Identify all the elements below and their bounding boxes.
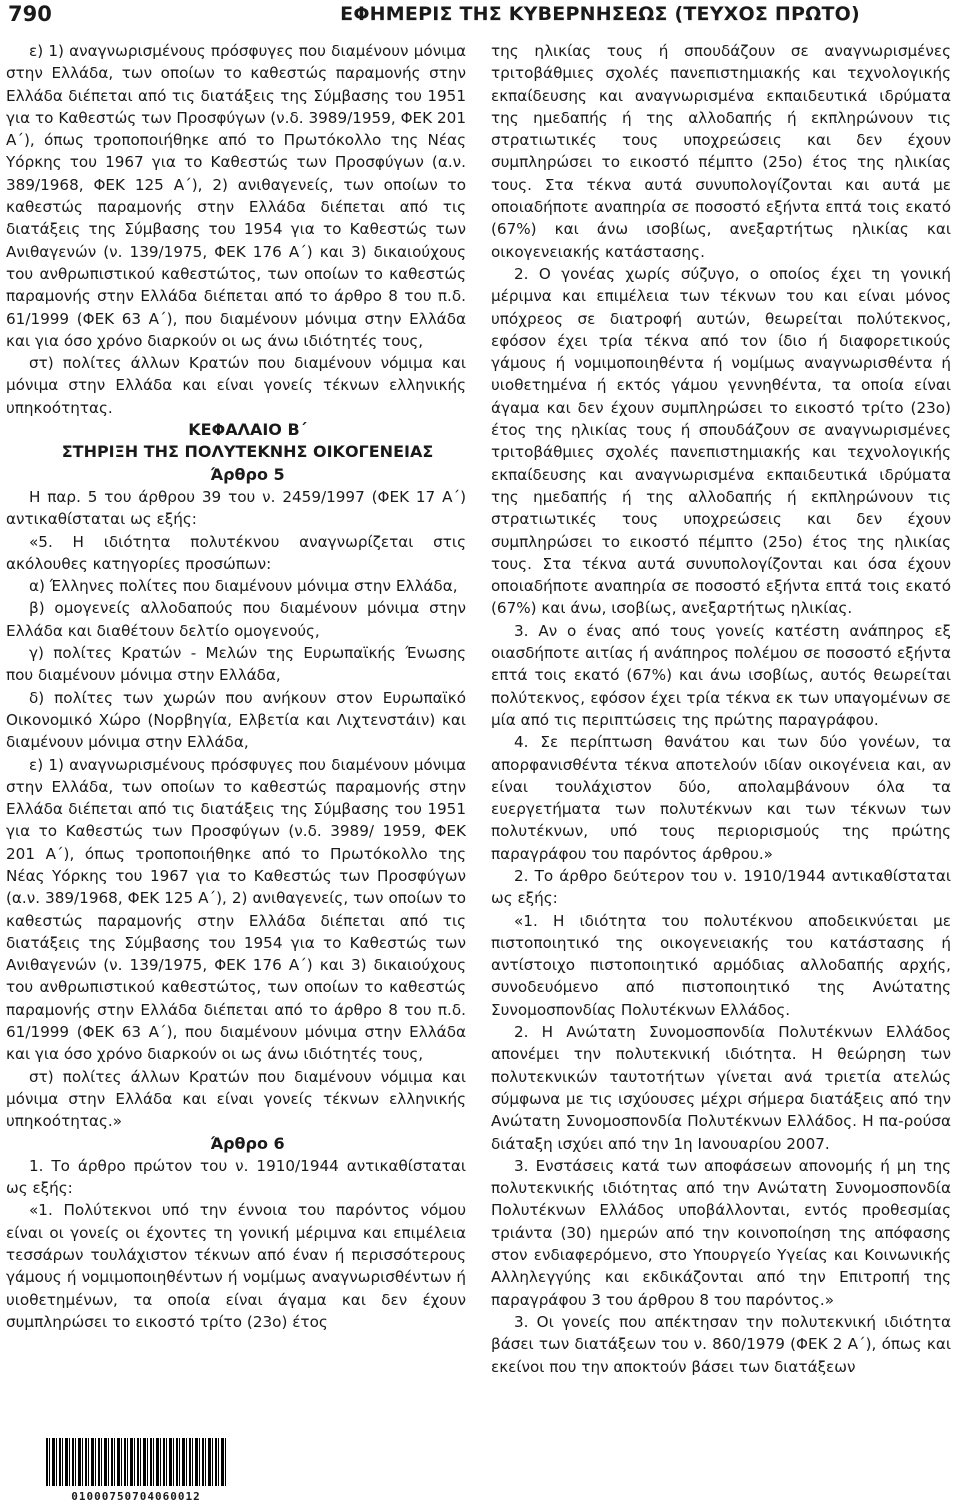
article-5-title: Άρθρο 5 xyxy=(210,464,285,484)
chapter-title: ΚΕΦΑΛΑΙΟ Β΄ xyxy=(188,420,307,440)
paragraph: «5. Η ιδιότητα πολυτέκνου αναγνωρίζεται στις ακόλουθες κατηγορίες προσώπων: xyxy=(6,532,466,573)
paragraph: 4. Σε περίπτωση θανάτου και των δύο γονέων, τα απορφανισθέντα τέκνα αποτελούν ιδίαν οικογένεια και, αν είναι τουλάχιστον δύο, απολαμβάνουν όλα τα ευεργετήματα των πολυτέκνων και των τέκνων των πολυτέκνων, υπό τους περιορισμούς της πρώτης παραγράφου του παρόντος άρθρου.» xyxy=(491,733,951,863)
running-title: ΕΦΗΜΕΡΙΣ ΤΗΣ ΚΥΒΕΡΝΗΣΕΩΣ (ΤΕΥΧΟΣ ΠΡΩΤΟ) xyxy=(340,3,860,25)
right-column xyxy=(491,40,951,1378)
barcode-bars xyxy=(46,1438,226,1486)
paragraph: Η παρ. 5 του άρθρου 39 του ν. 2459/1997 (ΦΕΚ 17 Α΄) αντικαθίσταται ως εξής: xyxy=(6,487,466,529)
page-number: 790 xyxy=(8,2,52,26)
paragraph: 3. Ενστάσεις κατά των αποφάσεων απονομής ή μη της πολυτεκνικής ιδιότητας από την Ανώτατη Συνομοσπονδία Πολυτέκνων Ελλάδος υποβάλλονται, εντός προθεσμίας τριάντα (30) ημερών από την κοινοποίηση της απόφασης στον ενδιαφερόμενο, στο Υπουργείο Υγείας και Κοινωνικής Αλληλεγγύης και εκδικάζονται από την Επιτροπή της παραγράφου 3 του άρθρου 8 του παρόντος.» xyxy=(491,1156,951,1309)
chapter-subtitle: ΣΤΗΡΙΞΗ ΤΗΣ ΠΟΛΥΤΕΚΝΗΣ ΟΙΚΟΓΕΝΕΙΑΣ xyxy=(61,442,434,462)
article-6-title: Άρθρο 6 xyxy=(210,1133,285,1153)
paragraph: 3. Αν ο ένας από τους γονείς κατέστη ανάπηρος εξ οιασδήποτε αιτίας ή ανάπηρος πολέμου σε ποσοστό εξήντα επτά τοις εκατό (67%) και άνω ισοβίως, αυτός θεωρείται πολύτεκνος, εφόσον έχει τρία τέκνα εκ των υπαγομένων σε μία από τις περιπτώσεις της πρώτης παραγράφου. xyxy=(491,621,951,729)
paragraph: γ) πολίτες Κρατών - Μελών της Ευρωπαϊκής Ένωσης που διαμένουν μόνιμα στην Ελλάδα, xyxy=(6,644,466,685)
barcode-number: 01000750704060012 xyxy=(71,1490,201,1503)
paragraph: β) ομογενείς αλλοδαπούς που διαμένουν μόνιμα στην Ελλάδα και διαθέτουν δελτίο ομογενούς, xyxy=(6,599,466,640)
paragraph: 2. Η Ανώτατη Συνομοσπονδία Πολυτέκνων Ελλάδος απονέμει την πολυτεκνική ιδιότητα. Η θεώρηση των πολυτεκνικών ταυτοτήτων γίνεται ανά τριετία ατελώς σύμφωνα με τις ισχύουσες μέχρι σήμερα διατάξεις από την Ανώτατη Συνομοσπονδία Πολυτέκνων Ελλάδος. Η πα-ρούσα διάταξη ισχύει από την 1η Ιανουαρίου 2007. xyxy=(491,1023,951,1153)
paragraph: 3. Οι γονείς που απέκτησαν την πολυτεκνική ιδιότητα βάσει των διατάξεων του ν. 860/1979 (ΦΕΚ 2 Α΄), όπως και εκείνοι που την αποκτούν βάσει των διατάξεων xyxy=(491,1312,951,1376)
paragraph: στ) πολίτες άλλων Κρατών που διαμένουν νόμιμα και μόνιμα στην Ελλάδα και είναι γονείς τέκνων ελληνικής υπηκοότητας. xyxy=(6,354,466,417)
paragraph: στ) πολίτες άλλων Κρατών που διαμένουν νόμιμα και μόνιμα στην Ελλάδα και είναι γονείς τέκνων ελληνικής υπηκοότητας.» xyxy=(6,1067,466,1131)
paragraph: ε) 1) αναγνωρισμένους πρόσφυγες που διαμένουν μόνιμα στην Ελλάδα, των οποίων το καθεστώς παραμονής στην Ελλάδα διέπεται από τις διατάξεις της Σύμβασης του 1951 για το Καθεστώς των Προσφύγων (ν.δ. 3989/ 1959, ΦΕΚ 201 Α΄), όπως τροποποιήθηκε από το Πρωτόκολλο της Νέας Υόρκης του 1967 για το Καθεστώς των Προσφύγων (α.ν. 389/1968, ΦΕΚ 125 Α΄), 2) ανιθαγενείς, των οποίων το καθεστώς παραμονής στην Ελλάδα διέπεται από τις διατάξεις της Σύμβασης του 1954 για το Καθεστώς των Ανιθαγενών (ν. 139/1975, ΦΕΚ 176 Α΄) και 3) δικαιούχους του ανθρωπιστικού καθεστώτος, των οποίων το καθεστώς παραμονής στην Ελλάδα διέπεται από το άρθρο 8 του π.δ. 61/1999 (ΦΕΚ 63 Α΄), που διαμένουν μόνιμα στην Ελλάδα και για όσο χρόνο διαρκούν οι ως άνω ιδιότητές τους, xyxy=(6,755,466,1064)
paragraph: «1. Η ιδιότητα του πολυτέκνου αποδεικνύεται με πιστοποιητικό της οικογενειακής του κατάστασης ή αντίστοιχο πιστοποιητικό αρμόδιας αλλοδαπής αρχής, συνοδευόμενο από πιστοποιητικό της Ανώτατης Συνομοσπονδίας Πολυτέκνων Ελλάδος. xyxy=(491,911,951,1019)
paragraph: 2. Ο γονέας χωρίς σύζυγο, ο οποίος έχει τη γονική μέριμνα και επιμέλεια των τέκνων του και είναι μόνος υπόχρεος σε διατροφή αυτών, θεωρείται πολύτεκνος, εφόσον έχει τρία τέκνα από τον ίδιο ή διαφορετικούς γάμους ή νομιμοποιηθέντα ή νομίμως αναγνωρισθέντα ή υιοθετημένα ή εκτός γάμου γεννηθέντα, τα οποία είναι άγαμα και δεν έχουν συμπληρώσει το εικοστό τρίτο (23ο) έτος της ηλικίας τους ή σπουδάζουν σε αναγνωρισμένες τριτοβάθμιες σχολές πανεπιστημιακής και τεχνολογικής εκπαίδευσης και αναγνωρισμένα εκπαιδευτικά ιδρύματα της ημεδαπής ή της αλλοδαπής ή εκπληρώνουν τις στρατιωτικές τους υποχρεώσεις και δεν έχουν συμπληρώσει το εικοστό πέμπτο (25ο) έτος της ηλικίας τους. Στα τέκνα αυτά συνυπολογίζονται και όσα έχουν οποιαδήποτε αναπηρία σε ποσοστό εξήντα επτά τοις εκατό (67%) και άνω, ισοβίως, ανεξαρτήτως ηλικίας. xyxy=(491,264,951,618)
paragraph: της ηλικίας τους ή σπουδάζουν σε αναγνωρισμένες τριτοβάθμιες σχολές πανεπιστημιακής και τεχνολογικής εκπαίδευσης και αναγνωρισμένα εκπαιδευτικά ιδρύματα της ημεδαπής ή της αλλοδαπής ή εκπληρώνουν τις στρατιωτικές τους υποχρεώσεις και δεν έχουν συμπληρώσει το εικοστό πέμπτο (25ο) έτος της ηλικίας τους. Στα τέκνα αυτά συνυπολογίζονται και αυτά με οποιαδήποτε αναπηρία σε ποσοστό εξήντα επτά τοις εκατό (67%) και άνω ισοβίως, ανεξαρτήτως ηλικίας και οικογενειακής κατάστασης. xyxy=(491,42,951,261)
paragraph: ε) 1) αναγνωρισμένους πρόσφυγες που διαμένουν μόνιμα στην Ελλάδα, των οποίων το καθεστώς παραμονής στην Ελλάδα διέπεται από τις διατάξεις της Σύμβασης του 1951 για το Καθεστώς των Προσφύγων (ν.δ. 3989/1959, ΦΕΚ 201 Α΄), όπως τροποποιήθηκε από το Πρωτόκολλο της Νέας Υόρκης του 1967 για το Καθεστώς των Προσφύγων (α.ν. 389/1968, ΦΕΚ 125 Α΄), 2) ανιθαγενείς, των οποίων το καθεστώς παραμονής στην Ελλάδα διέπεται από τις διατάξεις της Σύμβασης του 1954 για το Καθεστώς των Ανιθαγενών (ν. 139/1975, ΦΕΚ 176 Α΄) και 3) δικαιούχους του ανθρωπιστικού καθεστώτος, των οποίων το καθεστώς παραμονής στην Ελλάδα διέπεται από το άρθρο 8 του π.δ. 61/1999 (ΦΕΚ 63 Α΄), που διαμένουν μόνιμα στην Ελλάδα και για όσο χρόνο διαρκούν οι ως άνω ιδιότητές τους, xyxy=(6,42,466,350)
paragraph: α) Έλληνες πολίτες που διαμένουν μόνιμα στην Ελλάδα, xyxy=(29,577,458,596)
left-column xyxy=(6,40,466,1333)
page-header xyxy=(0,0,960,34)
paragraph: «1. Πολύτεκνοι υπό την έννοια του παρόντος νόμου είναι οι γονείς οι έχοντες τη γονική μέριμνα και επιμέλεια τεσσάρων τουλάχιστον τέκνων από έναν ή περισσότερους γάμους ή νομιμοποιηθέντων ή νομίμως αναγνωρισθέντων ή υιοθετημένων, τα οποία είναι άγαμα και δεν έχουν συμπληρώσει το εικοστό τρίτο (23ο) έτος xyxy=(6,1201,466,1331)
paragraph: 1. Το άρθρο πρώτον του ν. 1910/1944 αντικαθίσταται ως εξής: xyxy=(6,1156,466,1198)
paragraph: 2. Το άρθρο δεύτερον του ν. 1910/1944 αντικαθίσταται ως εξής: xyxy=(491,866,951,908)
barcode xyxy=(46,1438,226,1508)
paragraph: δ) πολίτες των χωρών που ανήκουν στον Ευρωπαϊκό Οικονομικό Χώρο (Νορβηγία, Ελβετία και Λιχτενστάιν) και διαμένουν μόνιμα στην Ελλάδα, xyxy=(6,688,466,752)
